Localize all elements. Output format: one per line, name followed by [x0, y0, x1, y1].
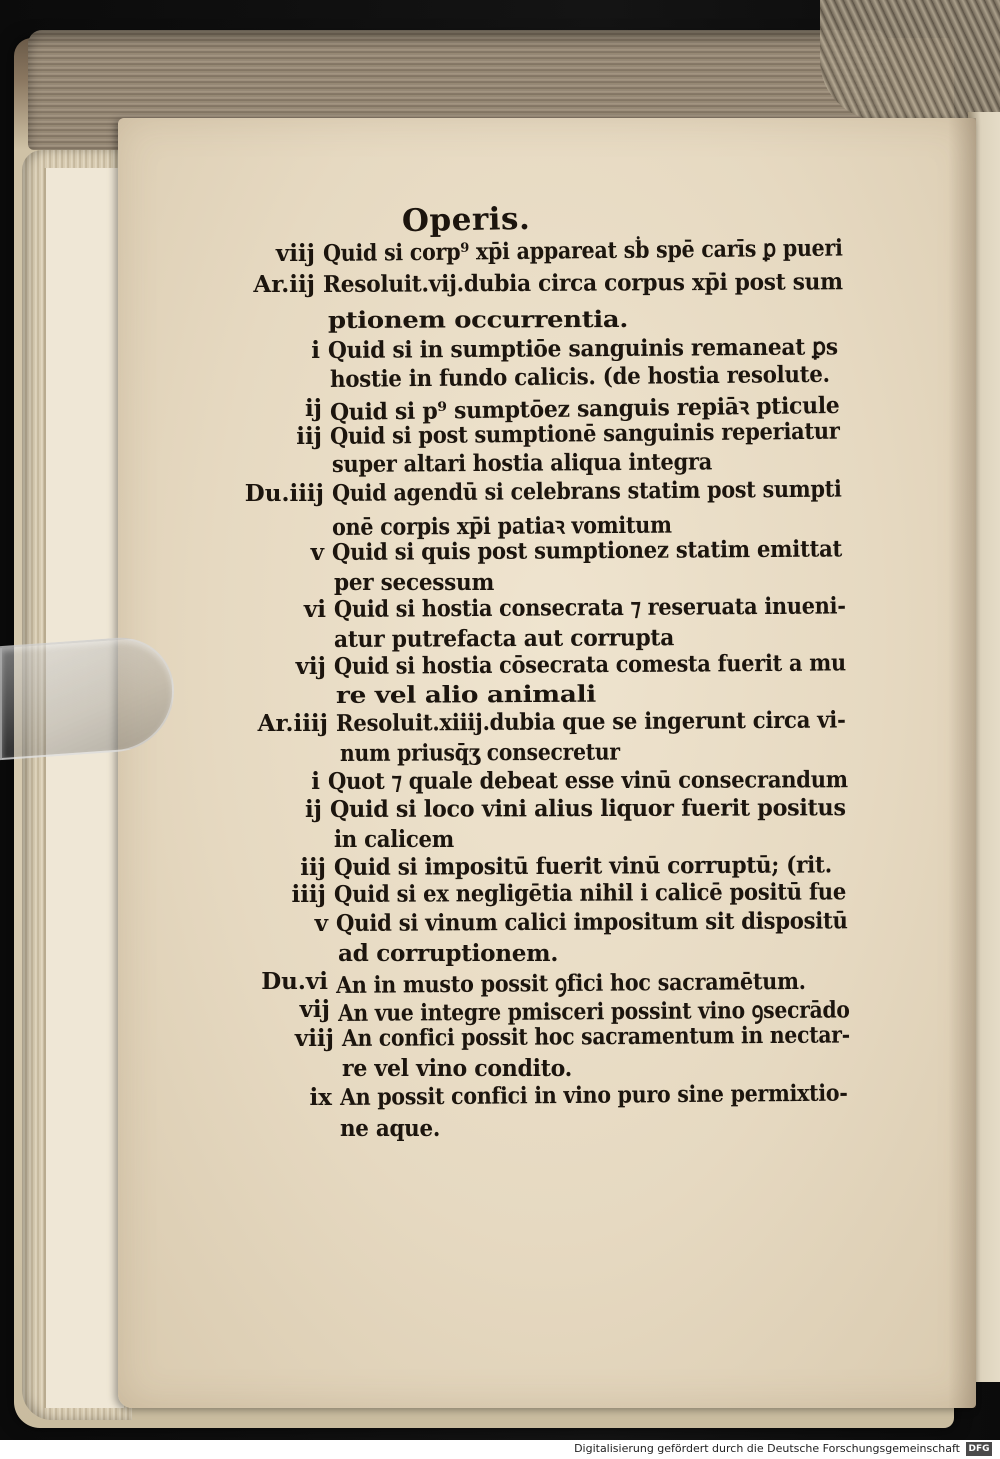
line-text: ptionem occurrentia.	[327, 305, 629, 334]
line-marker: vij	[299, 996, 330, 1023]
footer-bar	[0, 1440, 1000, 1459]
line-marker: v	[310, 539, 324, 566]
line-text: hostie in fundo calicis. (de hostia resolute.	[329, 360, 830, 393]
line-marker: Du.iiij	[244, 480, 324, 507]
line-marker: Ar.iiij	[257, 710, 328, 737]
line-marker: ij	[304, 796, 322, 823]
text-line	[118, 796, 976, 828]
line-text: Quid si post sumptionē sanguinis reperiatur	[329, 417, 840, 450]
line-text: super altari hostia aliqua integra	[331, 448, 713, 478]
line-marker: iij	[296, 423, 322, 450]
line-text: atur putrefacta aut corrupta	[333, 624, 675, 653]
text-line	[118, 1021, 976, 1057]
text-line	[118, 592, 976, 628]
text-line	[118, 234, 976, 272]
line-marker: viij	[294, 1025, 334, 1052]
line-text: ne aque.	[340, 1115, 441, 1142]
dfg-logo: DFG	[966, 1442, 992, 1456]
line-text: An confici possit hoc sacramentum in nectar-	[341, 1021, 850, 1052]
line-marker: v	[314, 910, 328, 937]
line-text: re vel alio animali	[335, 680, 596, 709]
line-text: per secessum	[334, 569, 495, 596]
string-binding	[820, 0, 1000, 120]
flyleaf-edge	[44, 168, 124, 1408]
line-text: ad corruptionem.	[338, 940, 559, 967]
line-text: Quid si ex negligētia nihil i calicē positū fue	[333, 878, 847, 908]
line-marker: Du.vi	[261, 968, 328, 995]
line-text: re vel vino condito.	[342, 1055, 573, 1082]
line-text: Quid si p⁹ sumptōez sanguis repiāꝛ pticule	[329, 391, 840, 426]
line-text: An vue integre pmisceri possint vino ꝯsecrādo	[337, 996, 850, 1027]
line-marker: i	[311, 768, 320, 795]
text-line	[118, 907, 976, 942]
line-marker: vi	[303, 596, 326, 623]
line-text: Quid agendū si celebrans statim post sumpti	[331, 475, 842, 507]
footer-credit: Digitalisierung gefördert durch die Deutsche Forschungsgemeinschaft	[574, 1442, 960, 1455]
line-text: Quid si in sumptiōe sanguinis remaneat ꝑs	[327, 333, 838, 364]
line-marker: vij	[295, 653, 326, 680]
page-heading: Operis.	[401, 200, 531, 240]
text-line	[118, 1079, 976, 1116]
text-line	[118, 475, 976, 512]
line-text: onē corpis xp̄i patiaꝛ vomitum	[331, 511, 672, 541]
line-text: Quid si hostia consecrata ⁊ reseruata inueni-	[333, 592, 846, 623]
line-text: Quid si corp⁹ xp̄i appareat sḃ spē carīs ꝑ pueri	[322, 234, 843, 267]
line-text: An in musto possit ꝯfici hoc sacramētum.	[335, 967, 806, 999]
text-line	[118, 706, 976, 742]
text-line	[118, 535, 976, 571]
text-line	[118, 1115, 976, 1147]
line-text: num priusq̄ʒ consecretur	[339, 738, 620, 767]
line-text: Quid si loco vini alius liquor fuerit positus	[329, 794, 846, 823]
line-text: in calicem	[334, 826, 454, 853]
line-marker: ij	[304, 395, 322, 422]
line-marker: ix	[309, 1084, 332, 1111]
line-text: Quid si hostia cōsecrata comesta fuerit a mu	[333, 649, 846, 680]
page-text-block	[118, 118, 976, 1408]
line-text: Quid si vinum calici impositum sit dispositū	[335, 907, 848, 937]
text-line	[118, 268, 976, 303]
line-marker: i	[311, 337, 320, 364]
line-text: Quid si quis post sumptionez statim emittat	[331, 535, 843, 566]
line-marker: iiij	[291, 881, 326, 908]
line-marker: Ar.iij	[253, 271, 315, 298]
text-line	[118, 307, 976, 339]
line-marker: iij	[300, 854, 326, 881]
line-text: Resoluit.xiiij.dubia que se ingerunt circa vi-	[335, 706, 846, 737]
line-text: Quid si impositū fuerit vinū corruptū; (rit.	[333, 851, 832, 881]
line-text: Quot ⁊ quale debeat esse vinū consecrandum	[327, 766, 848, 795]
line-text: An possit confici in vino puro sine permixtio-	[339, 1079, 848, 1111]
line-text: Resoluit.vij.dubia circa corpus xp̄i post sum	[322, 268, 843, 298]
line-marker: viij	[275, 240, 315, 267]
